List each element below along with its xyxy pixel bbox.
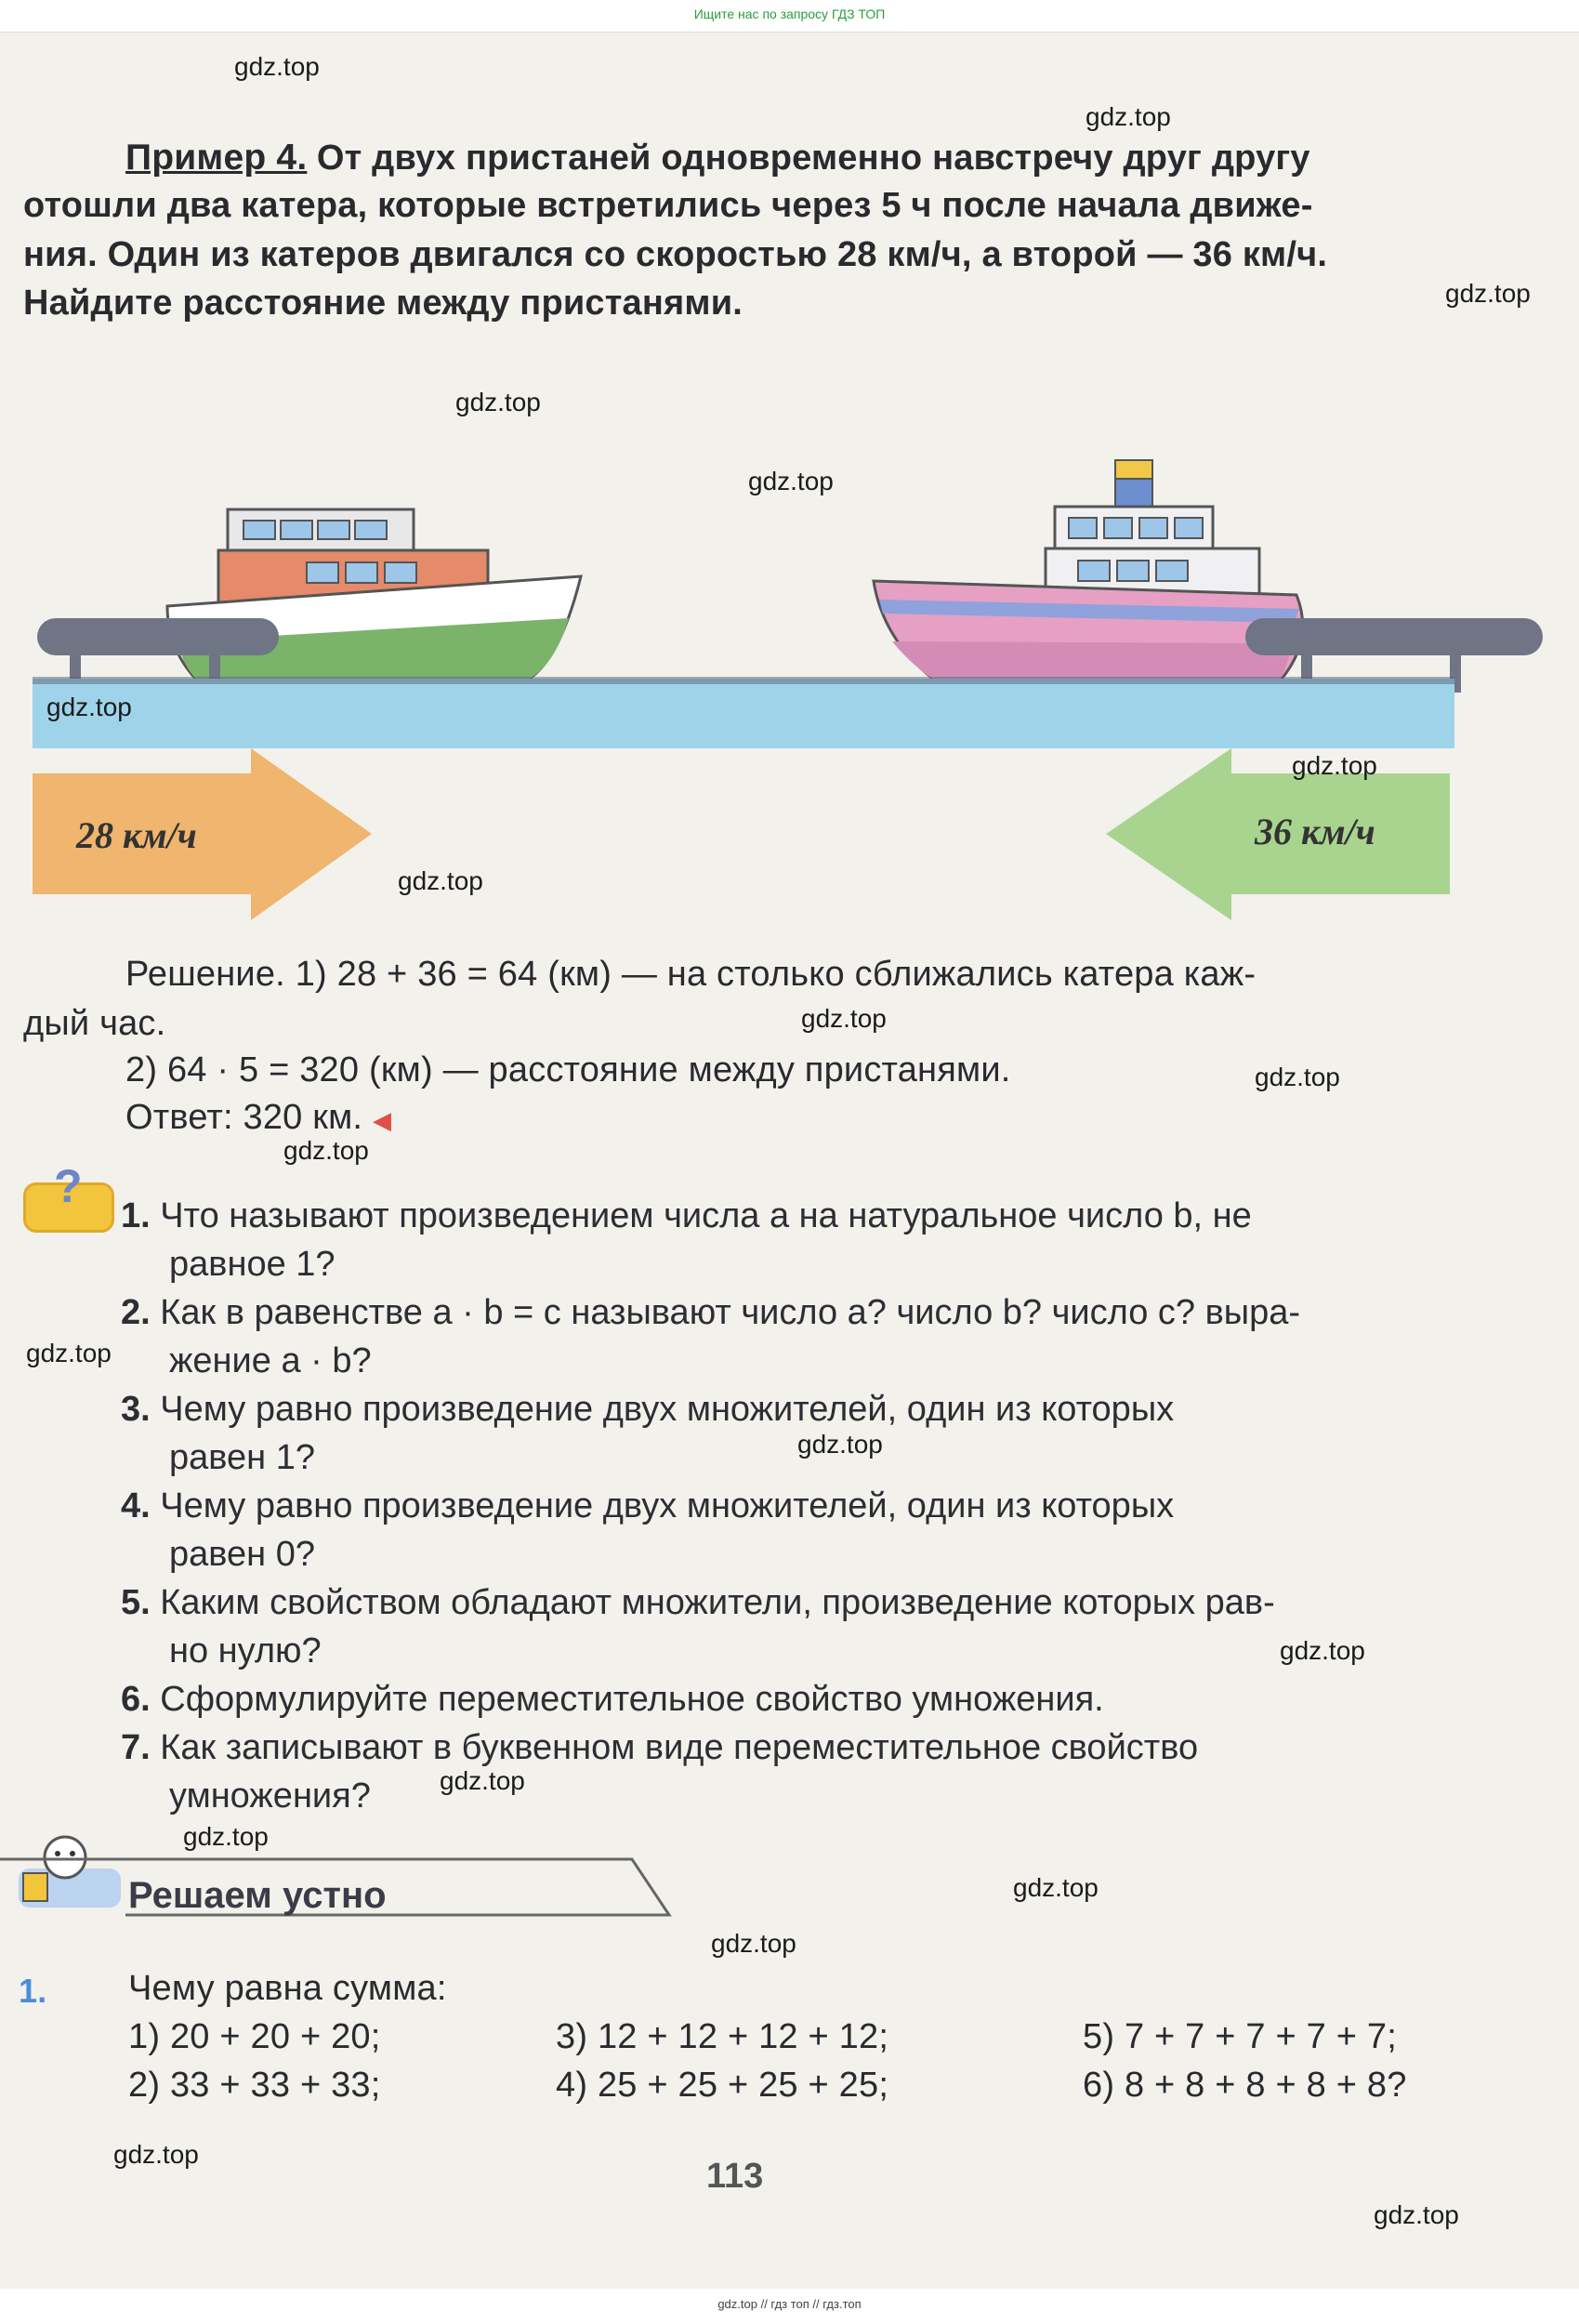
question-5: 5. Каким свойством обладают множители, произведение которых рав- но нулю? — [121, 1583, 1275, 1670]
question-3: 3. Чему равно произведение двух множителей, один из которых равен 1? — [121, 1390, 1175, 1477]
water — [33, 679, 1454, 748]
question-4: 4. Чему равно произведение двух множителей, один из которых равен 0? — [121, 1486, 1175, 1574]
page-number: 113 — [706, 2157, 764, 2196]
right-boat — [874, 460, 1303, 683]
example-line-1-text: От двух пристаней одновременно навстречу друг другу — [316, 139, 1310, 178]
question-2: 2. Как в равенстве a · b = c называют число a? число b? число c? выра- жение a · b? — [121, 1293, 1301, 1380]
watermark: gdz.top — [455, 388, 541, 416]
questions-icon: ? — [23, 1182, 114, 1233]
question-6: 6. Сформулируйте переместительное свойство умножения. — [121, 1680, 1104, 1719]
watermark: gdz.top — [283, 1136, 369, 1165]
end-marker-icon: ◀ — [372, 1106, 392, 1134]
watermark: gdz.top — [234, 52, 320, 81]
bottom-banner[interactable]: gdz.top // гдз топ // гдз.топ — [0, 2289, 1579, 2324]
oral-item-3: 3) 12 + 12 + 12 + 12; — [556, 2017, 889, 2056]
watermark: gdz.top — [1280, 1636, 1365, 1665]
watermark: gdz.top — [1292, 751, 1377, 780]
oral-item-2: 2) 33 + 33 + 33; — [128, 2066, 381, 2105]
oral-section-header — [0, 1822, 836, 1934]
solution-line-1b: дый час. — [23, 1004, 166, 1043]
right-speed-label: 36 км/ч — [1255, 811, 1375, 852]
watermark: gdz.top — [46, 693, 132, 721]
watermark: gdz.top — [797, 1430, 883, 1459]
example-line-4: Найдите расстояние между пристанями. — [23, 284, 743, 323]
oral-task-number: 1. — [19, 1972, 47, 2010]
answer-text: Ответ: 320 км. — [125, 1098, 363, 1137]
watermark: gdz.top — [183, 1822, 269, 1851]
top-banner[interactable]: Ищите нас по запросу ГДЗ ТОП — [0, 0, 1579, 33]
left-speed-label: 28 км/ч — [76, 814, 197, 856]
watermark: gdz.top — [711, 1929, 796, 1958]
oral-item-6: 6) 8 + 8 + 8 + 8 + 8? — [1083, 2066, 1407, 2105]
watermark: gdz.top — [1013, 1873, 1099, 1902]
book-icon — [23, 1873, 47, 1901]
watermark: gdz.top — [113, 2140, 199, 2169]
question-7: 7. Как записывают в буквенном виде переместительное свойство умножения? — [121, 1728, 1199, 1816]
oral-task-text: Чему равна сумма: — [128, 1969, 447, 2008]
watermark: gdz.top — [440, 1766, 525, 1795]
example-heading: Пример 4. — [125, 138, 308, 178]
example-line-2: отошли два катера, которые встретились через 5 ч после начала движе- — [23, 186, 1313, 225]
mascot-icon — [45, 1837, 86, 1878]
watermark: gdz.top — [1255, 1063, 1340, 1091]
oral-section-title: Решаем устно — [128, 1875, 387, 1916]
watermark: gdz.top — [26, 1339, 112, 1367]
watermark: gdz.top — [748, 467, 834, 495]
watermark: gdz.top — [1445, 279, 1531, 308]
oral-item-4: 4) 25 + 25 + 25 + 25; — [556, 2066, 889, 2105]
watermark: gdz.top — [398, 866, 483, 895]
example-line-3: ния. Один из катеров двигался со скоростью 28 км/ч, а второй — 36 км/ч. — [23, 235, 1328, 274]
left-boat — [167, 509, 581, 683]
oral-item-1: 1) 20 + 20 + 20; — [128, 2017, 381, 2056]
watermark: gdz.top — [1374, 2200, 1459, 2229]
oral-item-5: 5) 7 + 7 + 7 + 7 + 7; — [1083, 2017, 1397, 2056]
watermark: gdz.top — [1086, 102, 1171, 131]
solution-line-1: Решение. 1) 28 + 36 = 64 (км) — на столько сближались катера каж- — [125, 955, 1257, 994]
example-line-1 — [125, 132, 1310, 182]
question-1: 1. Что называют произведением числа a на натуральное число b, не равное 1? — [121, 1196, 1252, 1284]
watermark: gdz.top — [801, 1004, 887, 1033]
boats-illustration — [0, 428, 1579, 948]
solution-line-2: 2) 64 · 5 = 320 (км) — расстояние между пристанями. — [125, 1050, 1011, 1089]
